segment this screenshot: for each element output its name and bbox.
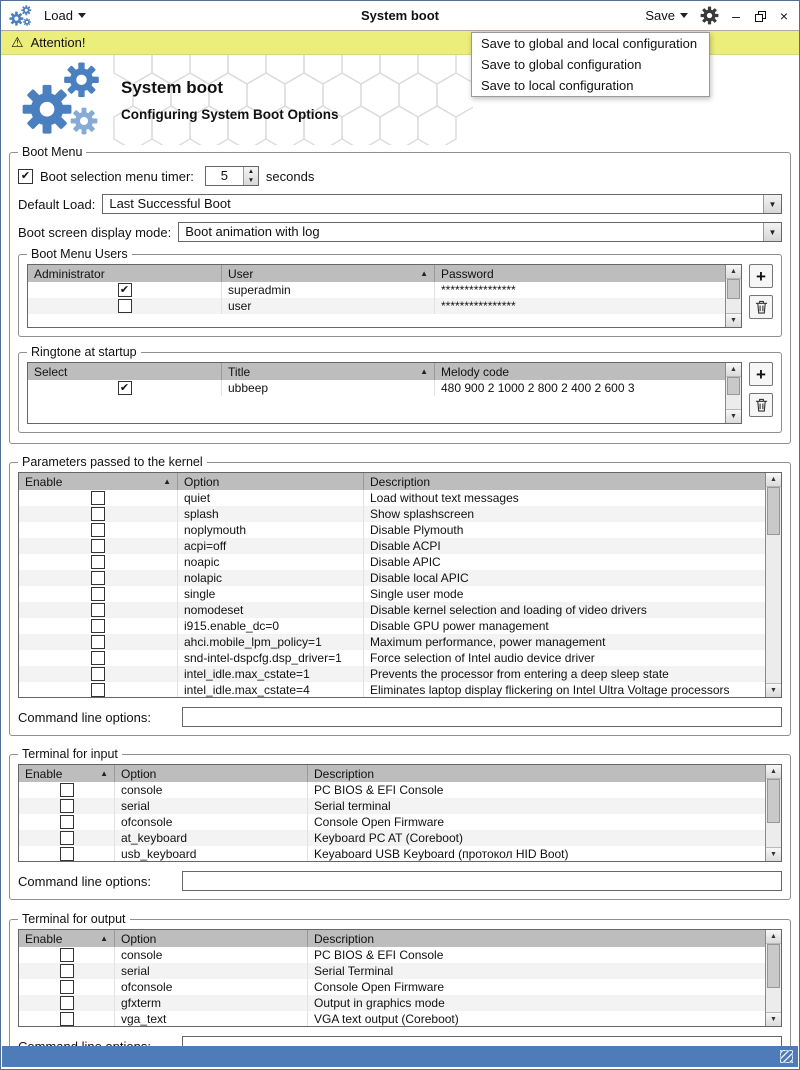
enable-checkbox[interactable] [91, 539, 105, 553]
description-cell: Disable GPU power management [370, 619, 549, 633]
enable-cell [19, 830, 115, 846]
window-title: System boot [360, 8, 439, 23]
timer-value: 5 [220, 168, 229, 183]
option-cell: usb_keyboard [115, 846, 308, 861]
option-cell: gfxterm [115, 995, 308, 1011]
sort-asc-icon [416, 269, 428, 278]
sort-asc-icon [96, 769, 108, 778]
column-header-option[interactable]: Option [178, 473, 364, 490]
kernel-param-row[interactable] [19, 586, 765, 602]
password-cell: **************** [441, 283, 516, 297]
option-cell: acpi=off [178, 538, 364, 554]
scrollbar-thumb[interactable] [727, 377, 740, 395]
enable-checkbox[interactable] [91, 635, 105, 649]
resize-grip[interactable] [780, 1050, 793, 1063]
save-menu-item[interactable]: Save to global configuration [481, 57, 642, 72]
administrator-checkbox[interactable] [118, 299, 132, 313]
kernel-table-header [19, 473, 765, 490]
enable-checkbox[interactable] [60, 1012, 74, 1026]
enable-cell [19, 522, 178, 538]
enable-cell [19, 554, 178, 570]
terminal-input-cmdline-label: Command line options: [18, 873, 151, 889]
description-cell: Disable kernel selection and loading of video drivers [370, 603, 647, 617]
scroll-up-icon[interactable]: ▲ [726, 265, 741, 279]
enable-cell [19, 618, 178, 634]
enable-cell [19, 666, 178, 682]
kernel-cmdline-row [18, 707, 782, 727]
enable-checkbox[interactable] [91, 683, 105, 697]
display-mode-value: Boot animation with log [185, 224, 320, 239]
melody-cell: 480 900 2 1000 2 800 2 400 2 600 3 [441, 381, 635, 395]
kernel-param-row[interactable] [19, 570, 765, 586]
enable-checkbox[interactable] [91, 507, 105, 521]
enable-checkbox[interactable] [60, 847, 74, 861]
save-menu-item[interactable]: Save to local configuration [481, 78, 634, 93]
select-cell [28, 380, 222, 396]
column-header-description[interactable]: Description [314, 931, 375, 946]
display-mode-select[interactable] [178, 222, 782, 242]
default-load-select[interactable] [102, 194, 782, 214]
enable-checkbox[interactable] [60, 783, 74, 797]
kernel-param-row[interactable] [19, 506, 765, 522]
description-cell: Keyboard PC AT (Coreboot) [314, 831, 463, 845]
column-header-password[interactable]: Password [441, 266, 494, 281]
enable-checkbox[interactable] [91, 587, 105, 601]
default-load-row [18, 194, 782, 214]
vertical-scrollbar[interactable] [765, 765, 781, 861]
default-load-value: Last Successful Boot [109, 196, 231, 211]
chevron-down-icon [78, 13, 86, 18]
kernel-param-row[interactable] [19, 490, 765, 506]
option-cell: console [115, 782, 308, 798]
enable-cell [19, 586, 178, 602]
titlebar-left [9, 4, 88, 28]
description-cell: Console Open Firmware [314, 980, 445, 994]
enable-cell [19, 570, 178, 586]
boot-menu-users-legend: Boot Menu Users [31, 247, 128, 261]
users-table-header [28, 265, 725, 282]
option-cell: serial [115, 798, 308, 814]
close-button[interactable]: × [779, 7, 789, 24]
kernel-params-legend: Parameters passed to the kernel [22, 455, 203, 469]
column-header-user[interactable]: User ▲ [222, 265, 435, 282]
app-logo-icon [21, 58, 105, 142]
timer-row [18, 166, 782, 186]
scrollbar-track[interactable] [726, 279, 741, 313]
scroll-up-icon[interactable]: ▲ [766, 473, 781, 487]
enable-checkbox[interactable] [60, 948, 74, 962]
option-cell: intel_idle.max_cstate=4 [178, 682, 364, 697]
terminal-output-row[interactable] [19, 979, 765, 995]
add-ringtone-button[interactable] [749, 362, 773, 386]
description-cell: Console Open Firmware [314, 815, 445, 829]
terminal-output-legend: Terminal for output [22, 912, 126, 926]
description-cell: Show splashscreen [370, 507, 475, 521]
select-checkbox[interactable] [118, 381, 132, 395]
kernel-cmdline-input[interactable] [182, 707, 782, 727]
terminal-output-table [18, 929, 782, 1027]
kernel-cmdline-label: Command line options: [18, 709, 151, 725]
enable-checkbox[interactable] [60, 799, 74, 813]
kernel-param-row[interactable] [19, 618, 765, 634]
spinner-buttons [243, 167, 258, 185]
password-cell: **************** [441, 299, 516, 313]
option-cell: ahci.mobile_lpm_policy=1 [178, 634, 364, 650]
terminal-input-group [9, 747, 791, 900]
vertical-scrollbar[interactable] [765, 473, 781, 697]
ringtone-table-buttons [749, 362, 773, 417]
enable-cell [19, 650, 178, 666]
terminal-input-row[interactable] [19, 830, 765, 846]
trash-icon [755, 398, 768, 412]
terminal-input-legend: Terminal for input [22, 747, 118, 761]
option-cell: ofconsole [115, 814, 308, 830]
enable-cell [19, 814, 115, 830]
terminal-input-row[interactable] [19, 846, 765, 861]
app-header-text [121, 78, 339, 122]
ringtone-row[interactable] [28, 380, 725, 396]
delete-user-button[interactable] [749, 295, 773, 319]
sort-asc-icon [96, 934, 108, 943]
enable-checkbox[interactable] [91, 555, 105, 569]
enable-cell [19, 995, 115, 1011]
terminal-input-cmdline-row [18, 871, 782, 891]
enable-cell [19, 682, 178, 697]
scroll-down-icon[interactable]: ▼ [766, 683, 781, 697]
column-header-melody[interactable]: Melody code [441, 364, 510, 379]
scrollbar-track[interactable] [766, 944, 781, 1012]
enable-cell [19, 798, 115, 814]
ringtone-table-header [28, 363, 725, 380]
titlebar [1, 1, 799, 31]
ringtone-legend: Ringtone at startup [31, 345, 137, 359]
enable-checkbox[interactable] [60, 815, 74, 829]
option-cell: nomodeset [178, 602, 364, 618]
enable-cell [19, 634, 178, 650]
terminal-input-row[interactable] [19, 814, 765, 830]
save-menu-label: Save [645, 8, 675, 23]
timer-spinner[interactable] [205, 166, 259, 186]
chevron-down-icon[interactable]: ▼ [763, 223, 781, 241]
status-bar [2, 1046, 798, 1067]
column-header-description[interactable]: Description [314, 766, 375, 781]
description-cell: PC BIOS & EFI Console [314, 948, 444, 962]
enable-checkbox[interactable] [91, 603, 105, 617]
option-cell: i915.enable_dc=0 [178, 618, 364, 634]
delete-ringtone-button[interactable] [749, 393, 773, 417]
column-header-option[interactable]: Option [115, 765, 308, 782]
kernel-param-row[interactable] [19, 554, 765, 570]
warning-icon [11, 34, 24, 51]
users-table-body [28, 282, 725, 327]
kernel-param-row[interactable] [19, 666, 765, 682]
scroll-down-icon[interactable]: ▼ [766, 847, 781, 861]
vertical-scrollbar[interactable] [765, 930, 781, 1026]
enable-cell [19, 963, 115, 979]
terminal-output-table-body [19, 947, 765, 1026]
enable-checkbox[interactable] [91, 491, 105, 505]
description-cell: Disable Plymouth [370, 523, 464, 537]
vertical-scrollbar[interactable] [725, 363, 741, 423]
scroll-up-icon[interactable]: ▲ [766, 765, 781, 779]
terminal-output-row[interactable] [19, 947, 765, 963]
terminal-input-table-body [19, 782, 765, 861]
page-title: System boot [121, 78, 224, 97]
spinner-down-icon[interactable]: ▼ [247, 177, 255, 184]
option-cell: vga_text [115, 1011, 308, 1026]
titlebar-right [643, 6, 791, 25]
scroll-down-icon[interactable]: ▼ [766, 1012, 781, 1026]
enable-cell [19, 602, 178, 618]
terminal-output-row[interactable] [19, 963, 765, 979]
kernel-param-row[interactable] [19, 634, 765, 650]
scrollbar-track[interactable] [726, 377, 741, 409]
kernel-param-row[interactable] [19, 522, 765, 538]
sort-asc-icon [416, 367, 428, 376]
description-cell: Force selection of Intel audio device driver [370, 651, 595, 665]
kernel-params-group [9, 455, 791, 736]
title-cell: ubbeep [222, 380, 435, 396]
enable-cell [19, 979, 115, 995]
terminal-input-row[interactable] [19, 798, 765, 814]
boot-menu-group [9, 145, 791, 444]
terminal-output-row[interactable] [19, 1011, 765, 1026]
scroll-down-icon[interactable]: ▼ [726, 409, 741, 423]
description-cell: VGA text output (Coreboot) [314, 1012, 459, 1026]
scroll-up-icon[interactable]: ▲ [766, 930, 781, 944]
ringtone-table-body [28, 380, 725, 423]
kernel-param-row[interactable] [19, 602, 765, 618]
timer-unit-label: seconds [265, 168, 315, 184]
administrator-cell [28, 282, 222, 298]
enable-checkbox[interactable] [91, 667, 105, 681]
ringtone-group [18, 345, 782, 433]
column-header-option[interactable]: Option [115, 930, 308, 947]
enable-cell [19, 846, 115, 861]
description-cell: Load without text messages [370, 491, 519, 505]
description-cell: Serial terminal [314, 799, 391, 813]
terminal-output-table-header [19, 930, 765, 947]
boot-menu-users-group [18, 247, 782, 337]
page-subtitle: Configuring System Boot Options [121, 107, 339, 122]
minimize-button[interactable]: – [732, 7, 740, 24]
vertical-scrollbar[interactable] [725, 265, 741, 327]
column-header-select[interactable]: Select [28, 363, 222, 380]
enable-cell [19, 506, 178, 522]
administrator-cell [28, 298, 222, 314]
scrollbar-thumb[interactable] [767, 779, 780, 823]
save-menu-button[interactable] [643, 6, 690, 25]
plus-icon [756, 268, 766, 285]
administrator-checkbox[interactable] [118, 283, 132, 297]
description-cell: Serial Terminal [314, 964, 394, 978]
column-header-title[interactable]: Title ▲ [222, 363, 435, 380]
enable-cell [19, 782, 115, 798]
kernel-params-table [18, 472, 782, 698]
restore-icon [755, 11, 765, 21]
option-cell: console [115, 947, 308, 963]
description-cell: Disable APIC [370, 555, 441, 569]
users-table-wrap [27, 264, 773, 328]
app-logo-icon [9, 4, 33, 28]
terminal-input-table-header [19, 765, 765, 782]
scrollbar-track[interactable] [766, 487, 781, 683]
option-cell: at_keyboard [115, 830, 308, 846]
option-cell: serial [115, 963, 308, 979]
option-cell: splash [178, 506, 364, 522]
description-cell: Single user mode [370, 587, 464, 601]
spinner-up-icon[interactable]: ▲ [247, 168, 255, 175]
scroll-down-icon[interactable]: ▼ [726, 313, 741, 327]
terminal-output-group [9, 912, 791, 1065]
description-cell: Eliminates laptop display flickering on Intel Ultra Voltage processors [370, 683, 730, 697]
column-header-enable[interactable]: Enable ▲ [19, 473, 178, 490]
trash-icon [755, 300, 768, 314]
user-cell: superadmin [222, 282, 435, 298]
ringtone-table-wrap [27, 362, 773, 424]
option-cell: noapic [178, 554, 364, 570]
description-cell: Output in graphics mode [314, 996, 445, 1010]
enable-checkbox[interactable] [60, 980, 74, 994]
column-header-description[interactable]: Description [370, 474, 431, 489]
description-cell: Keyaboard USB Keyboard (протокол HID Boot) [314, 847, 569, 861]
column-header-enable[interactable]: Enable ▲ [19, 930, 115, 947]
enable-checkbox[interactable] [60, 996, 74, 1010]
option-cell: nolapic [178, 570, 364, 586]
timer-checkbox[interactable] [18, 169, 33, 184]
scroll-up-icon[interactable]: ▲ [726, 363, 741, 377]
option-cell: noplymouth [178, 522, 364, 538]
kernel-table-body [19, 490, 765, 697]
chevron-down-icon [680, 13, 688, 18]
description-cell: Prevents the processor from entering a deep sleep state [370, 667, 669, 681]
user-row[interactable] [28, 282, 725, 298]
enable-checkbox[interactable] [91, 651, 105, 665]
chevron-down-icon[interactable]: ▼ [763, 195, 781, 213]
maximize-button[interactable] [753, 11, 767, 21]
option-cell: single [178, 586, 364, 602]
boot-menu-legend: Boot Menu [22, 145, 83, 159]
description-cell: Maximum performance, power management [370, 635, 606, 649]
enable-checkbox[interactable] [91, 571, 105, 585]
settings-gear-icon[interactable] [700, 6, 719, 25]
enable-cell [19, 1011, 115, 1026]
default-load-label: Default Load: [18, 196, 96, 212]
scrollbar-thumb[interactable] [767, 944, 780, 988]
kernel-param-row[interactable] [19, 650, 765, 666]
enable-cell [19, 947, 115, 963]
user-cell: user [222, 298, 435, 314]
load-menu-button[interactable] [42, 6, 88, 25]
option-cell: quiet [178, 490, 364, 506]
enable-checkbox[interactable] [60, 831, 74, 845]
users-table [27, 264, 742, 328]
column-header-administrator[interactable]: Administrator [28, 265, 222, 282]
enable-cell [19, 538, 178, 554]
add-user-button[interactable] [749, 264, 773, 288]
sort-asc-icon [159, 477, 171, 486]
save-menu-item[interactable]: Save to global and local configuration [481, 36, 698, 51]
option-cell: intel_idle.max_cstate=1 [178, 666, 364, 682]
enable-checkbox[interactable] [91, 619, 105, 633]
attention-label: Attention! [30, 35, 86, 50]
scrollbar-track[interactable] [766, 779, 781, 847]
description-cell: PC BIOS & EFI Console [314, 783, 444, 797]
option-cell: ofconsole [115, 979, 308, 995]
terminal-output-row[interactable] [19, 995, 765, 1011]
column-header-enable[interactable]: Enable ▲ [19, 765, 115, 782]
scrollbar-thumb[interactable] [727, 279, 740, 299]
terminal-input-row[interactable] [19, 782, 765, 798]
terminal-input-table [18, 764, 782, 862]
scrollbar-thumb[interactable] [767, 487, 780, 535]
description-cell: Disable ACPI [370, 539, 441, 553]
enable-checkbox[interactable] [91, 523, 105, 537]
enable-cell [19, 490, 178, 506]
load-menu-label: Load [44, 8, 73, 23]
users-table-buttons [749, 264, 773, 319]
ringtone-table [27, 362, 742, 424]
timer-label: Boot selection menu timer: [40, 168, 194, 184]
display-mode-label: Boot screen display mode: [18, 224, 172, 240]
kernel-param-row[interactable] [19, 538, 765, 554]
description-cell: Disable local APIC [370, 571, 469, 585]
enable-checkbox[interactable] [60, 964, 74, 978]
display-mode-row [18, 222, 782, 242]
kernel-param-row[interactable] [19, 682, 765, 697]
terminal-input-cmdline-input[interactable] [182, 871, 782, 891]
option-cell: snd-intel-dspcfg.dsp_driver=1 [178, 650, 364, 666]
plus-icon [756, 366, 766, 383]
save-dropdown-menu [471, 32, 710, 97]
user-row[interactable] [28, 298, 725, 314]
